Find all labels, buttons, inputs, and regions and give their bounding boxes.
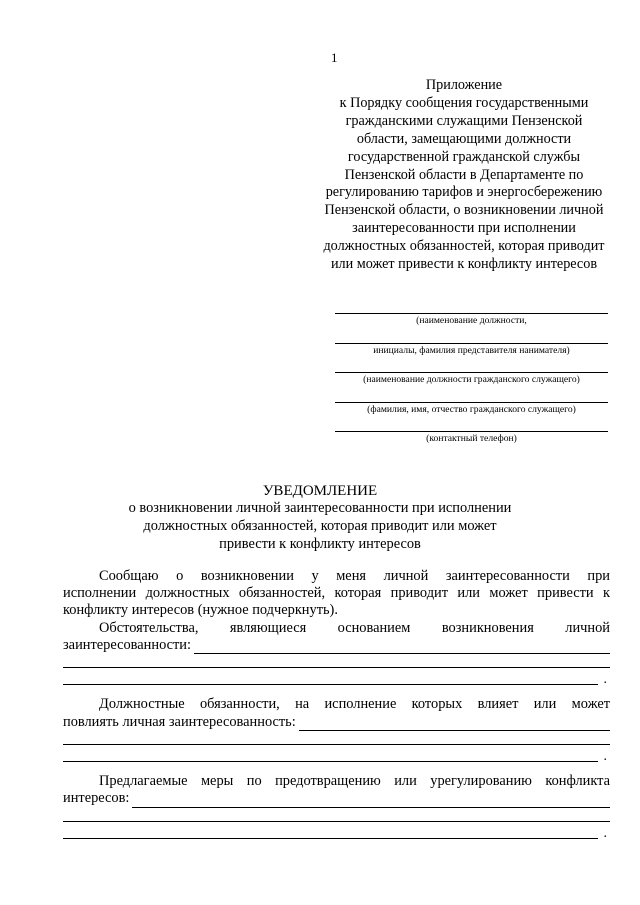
p1-line1: Сообщаю о возникновении у меня личной заинтересованности при: [99, 568, 610, 584]
addressee-fields: [335, 296, 608, 444]
appendix-line: регулированию тарифов и энергосбережению: [325, 184, 603, 201]
blank-line[interactable]: [63, 808, 610, 825]
field-line: [335, 431, 608, 432]
appendix-line: Приложение: [425, 77, 503, 93]
measures-label: интересов:: [63, 790, 130, 807]
appendix-line: гражданскими служащими Пензенской: [345, 112, 583, 129]
subtitle-line: привести к конфликту интересов: [219, 536, 421, 552]
blank-line[interactable]: [63, 671, 610, 688]
measures-field[interactable]: [63, 790, 610, 807]
end-dot: .: [603, 825, 607, 841]
end-dot: .: [603, 672, 607, 688]
circumstances-field[interactable]: [63, 637, 610, 654]
field-caption: (наименование должности гражданского служащего): [363, 374, 580, 386]
appendix-header: [290, 77, 638, 274]
field-caption: (контактный телефон): [426, 433, 517, 445]
circumstances-label: заинтересованности:: [63, 636, 191, 653]
appendix-line: области, замещающими должности: [356, 130, 572, 147]
duties-label: повлиять личная заинтересованность:: [63, 713, 296, 730]
p2-line1: Обстоятельства, являющиеся основанием возникновения личной: [99, 619, 610, 636]
field-servant-position[interactable]: [335, 355, 608, 385]
field-caption: (фамилия, имя, отчество гражданского служащего): [367, 403, 576, 415]
field-line: [335, 402, 608, 403]
p3-line1: Должностные обязанности, на исполнение которых влияет или может: [99, 696, 610, 713]
page-number: 1: [331, 50, 338, 65]
appendix-line: Пензенской области в Департаменте по: [344, 166, 584, 183]
appendix-line: или может привести к конфликту интересов: [330, 256, 598, 273]
appendix-line: к Порядку сообщения государственными: [339, 94, 589, 111]
end-dot: .: [603, 748, 607, 764]
field-contact-phone[interactable]: [335, 414, 608, 444]
notice-title: УВЕДОМЛЕНИЕ: [262, 483, 378, 499]
duties-field[interactable]: [63, 714, 610, 731]
p1-line3: конфликту интересов (нужное подчеркнуть).: [63, 602, 338, 619]
field-caption: (наименование должности,: [416, 315, 527, 326]
field-servant-name[interactable]: [335, 385, 608, 415]
field-line: [335, 343, 608, 344]
p4-line1: Предлагаемые меры по предотвращению или урегулированию конфликта: [99, 773, 610, 790]
fill-line: [132, 795, 610, 808]
field-position[interactable]: [335, 296, 608, 326]
field-employer-representative[interactable]: [335, 326, 608, 356]
appendix-line: должностных обязанностей, которая приводит: [323, 238, 605, 255]
notice-body: [63, 568, 610, 842]
subtitle-line: о возникновении личной заинтересованности при исполнении: [128, 500, 512, 516]
field-line: [335, 372, 608, 373]
appendix-line: заинтересованности при исполнении: [352, 220, 576, 237]
notice-subtitle: [80, 499, 560, 553]
appendix-line: государственной гражданской службы: [347, 148, 581, 165]
subtitle-line: должностных обязанностей, которая приводит или может: [143, 518, 497, 534]
field-line: [335, 313, 608, 314]
fill-line: [194, 641, 610, 654]
appendix-line: Пензенской области, о возникновении личной: [324, 202, 604, 219]
fill-line: [299, 718, 610, 731]
blank-line[interactable]: [63, 748, 610, 765]
blank-line[interactable]: [63, 654, 610, 671]
field-caption: инициалы, фамилия представителя нанимателя): [373, 344, 570, 356]
blank-line[interactable]: [63, 731, 610, 748]
p1-line2: исполнении должностных обязанностей, которая приводит или может привести к: [63, 585, 610, 602]
blank-line[interactable]: [63, 825, 610, 842]
